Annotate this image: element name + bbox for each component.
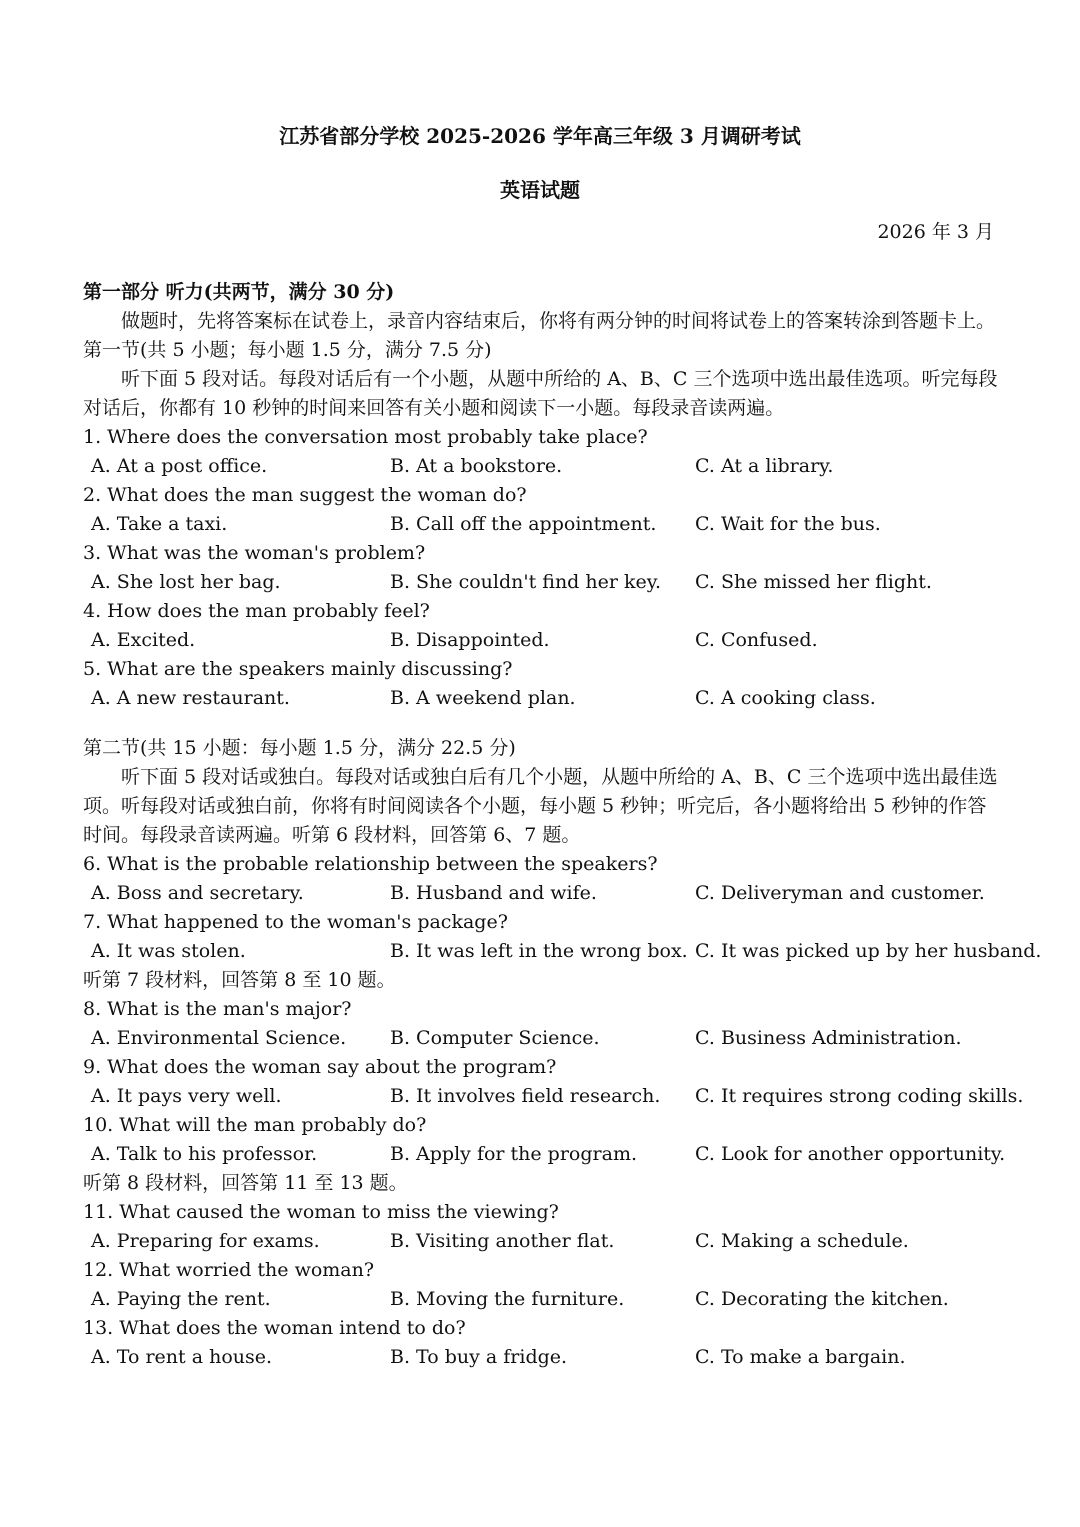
question-text: 6. What is the probable relationship between the speakers?	[83, 853, 658, 875]
question-options	[83, 568, 1003, 597]
section2-instructions: 听下面 5 段对话或独白。每段对话或独白后有几个小题，从题中所给的 A、B、C 三个选项中选出最佳选项。听每段对话或独白前，你将有时间阅读各个小题，每小题 5 秒钟；听完后，各小题将给出 5 秒钟的作答时间。每段录音读两遍。听第 6 段材料，回答第 6、7 题。	[83, 766, 998, 846]
option-b: B. Disappointed.	[390, 629, 550, 651]
material-7-note: 听第 7 段材料，回答第 8 至 10 题。	[83, 969, 396, 991]
question-text: 8. What is the man's major?	[83, 998, 352, 1020]
question-text: 9. What does the woman say about the program?	[83, 1056, 557, 1078]
question-options	[83, 1082, 1024, 1111]
question-block	[83, 908, 1042, 966]
question-text: 3. What was the woman's problem?	[83, 542, 426, 564]
question-options	[83, 1140, 1006, 1169]
question-text: 13. What does the woman intend to do?	[83, 1317, 466, 1339]
question-options	[83, 510, 1003, 539]
question-block	[83, 1053, 1024, 1111]
question-options	[83, 684, 1003, 713]
question-options	[83, 1285, 1003, 1314]
question-block	[83, 539, 1003, 597]
question-options	[83, 1343, 1003, 1372]
material-8-note: 听第 8 段材料，回答第 11 至 13 题。	[83, 1172, 408, 1194]
option-a: A. At a post office.	[91, 455, 268, 477]
section1-instructions: 听下面 5 段对话。每段对话后有一个小题，从题中所给的 A、B、C 三个选项中选出最佳选项。听完每段对话后，你都有 10 秒钟的时间来回答有关小题和阅读下一小题。每段录音读两遍。	[83, 368, 998, 419]
question-block	[83, 1111, 1006, 1169]
option-b: B. A weekend plan.	[390, 687, 576, 709]
option-c: C. Confused.	[695, 629, 818, 651]
section2-heading: 第二节(共 15 小题：每小题 1.5 分，满分 22.5 分)	[83, 737, 516, 759]
exam-title: 江苏省部分学校 2025-2026 学年高三年级 3 月调研考试	[279, 124, 801, 148]
option-b: B. It involves field research.	[390, 1085, 661, 1107]
option-a: A. She lost her bag.	[91, 571, 281, 593]
option-a: A. Paying the rent.	[91, 1288, 271, 1310]
section1-questions	[83, 423, 1003, 713]
option-a: A. It was stolen.	[91, 940, 246, 962]
option-c: C. Decorating the kitchen.	[695, 1288, 949, 1310]
option-c: C. Wait for the bus.	[695, 513, 881, 535]
option-c: C. She missed her flight.	[695, 571, 932, 593]
question-options	[83, 879, 1003, 908]
option-a: A. To rent a house.	[91, 1346, 273, 1368]
option-c: C. To make a bargain.	[695, 1346, 906, 1368]
option-a: A. Boss and secretary.	[91, 882, 304, 904]
option-c: C. Look for another opportunity.	[695, 1143, 1006, 1165]
option-b: B. It was left in the wrong box.	[390, 940, 688, 962]
question-text: 12. What worried the woman?	[83, 1259, 375, 1281]
question-block	[83, 1314, 1003, 1372]
exam-content	[83, 278, 1042, 1372]
option-a: A. It pays very well.	[91, 1085, 282, 1107]
section1-heading: 第一节(共 5 小题；每小题 1.5 分，满分 7.5 分)	[83, 339, 492, 361]
question-text: 11. What caused the woman to miss the viewing?	[83, 1201, 559, 1223]
option-c: C. It requires strong coding skills.	[695, 1085, 1024, 1107]
question-block	[83, 995, 1003, 1053]
option-b: B. Visiting another flat.	[390, 1230, 615, 1252]
exam-date: 2026 年 3 月	[877, 221, 994, 243]
option-a: A. Take a taxi.	[91, 513, 228, 535]
question-options	[83, 626, 1003, 655]
option-c: C. At a library.	[695, 455, 834, 477]
part1-instructions: 做题时，先将答案标在试卷上，录音内容结束后，你将有两分钟的时间将试卷上的答案转涂到答题卡上。	[121, 310, 996, 332]
option-a: A. A new restaurant.	[91, 687, 290, 709]
option-c: C. Deliveryman and customer.	[695, 882, 985, 904]
question-options	[83, 1227, 1003, 1256]
option-c: C. A cooking class.	[695, 687, 876, 709]
option-b: B. Husband and wife.	[390, 882, 597, 904]
option-c: C. Business Administration.	[695, 1027, 962, 1049]
question-block	[83, 481, 1003, 539]
exam-subtitle: 英语试题	[500, 178, 580, 202]
question-text: 10. What will the man probably do?	[83, 1114, 427, 1136]
question-block	[83, 423, 1003, 481]
question-block	[83, 1256, 1003, 1314]
question-options	[83, 452, 1003, 481]
option-a: A. Environmental Science.	[91, 1027, 347, 1049]
option-b: B. To buy a fridge.	[390, 1346, 568, 1368]
option-b: B. Computer Science.	[390, 1027, 600, 1049]
question-text: 4. How does the man probably feel?	[83, 600, 430, 622]
question-text: 7. What happened to the woman's package?	[83, 911, 508, 933]
option-a: A. Excited.	[91, 629, 196, 651]
question-text: 5. What are the speakers mainly discussing?	[83, 658, 513, 680]
option-a: A. Preparing for exams.	[91, 1230, 320, 1252]
option-c: C. It was picked up by her husband.	[695, 940, 1042, 962]
question-block	[83, 850, 1003, 908]
part1-heading: 第一部分 听力(共两节，满分 30 分)	[83, 281, 395, 303]
question-text: 2. What does the man suggest the woman do?	[83, 484, 527, 506]
option-b: B. At a bookstore.	[390, 455, 563, 477]
option-b: B. Moving the furniture.	[390, 1288, 625, 1310]
question-block	[83, 1198, 1003, 1256]
option-b: B. She couldn't find her key.	[390, 571, 661, 593]
question-text: 1. Where does the conversation most probably take place?	[83, 426, 648, 448]
question-block	[83, 655, 1003, 713]
question-options	[83, 1024, 1003, 1053]
option-b: B. Call off the appointment.	[390, 513, 657, 535]
option-a: A. Talk to his professor.	[91, 1143, 318, 1165]
option-b: B. Apply for the program.	[390, 1143, 637, 1165]
question-options	[83, 937, 1042, 966]
question-block	[83, 597, 1003, 655]
option-c: C. Making a schedule.	[695, 1230, 909, 1252]
